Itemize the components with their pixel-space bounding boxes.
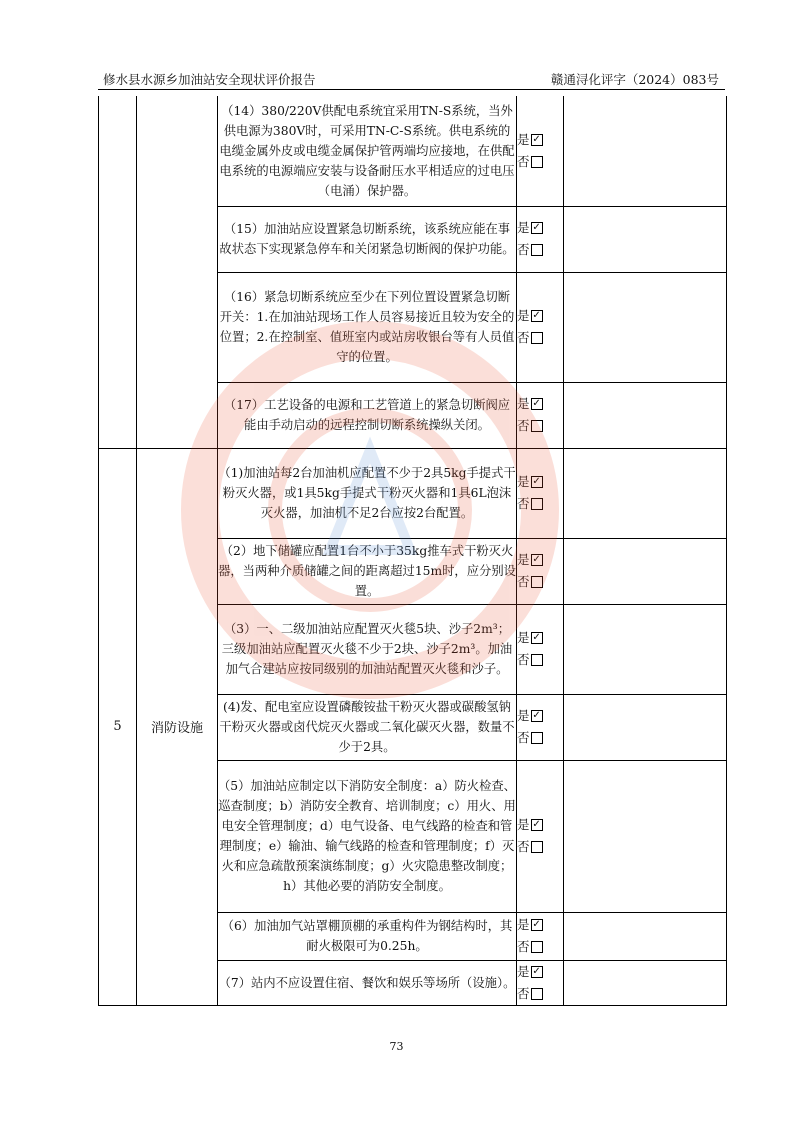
option-yes[interactable] (517, 914, 563, 936)
checkbox-checked-icon[interactable]: ✓ (532, 554, 541, 565)
table-row (99, 448, 727, 538)
option-yes-label: 是 (517, 474, 530, 489)
yes-no-options (517, 206, 564, 272)
option-yes[interactable] (517, 705, 563, 727)
yes-no-options (517, 382, 564, 448)
requirement-text: （2）地下储罐应配置1台不小于35kg推车式干粉灭火器，当两种介质储罐之间的距离超过15m时，应分别设置。 (218, 538, 517, 604)
yes-no-options (517, 272, 564, 382)
category-cell (137, 96, 218, 448)
option-no-label: 否 (517, 839, 530, 854)
checkbox-empty-icon[interactable] (531, 941, 543, 953)
remarks-cell (564, 694, 727, 760)
option-no[interactable] (517, 983, 563, 1005)
remarks-cell (564, 604, 727, 694)
option-no-label: 否 (517, 730, 530, 745)
item-number-cell: 5 (99, 448, 137, 1005)
option-no-label: 否 (517, 153, 530, 169)
checkbox-checked-icon[interactable]: ✓ (532, 710, 541, 721)
option-yes-label: 是 (517, 708, 530, 723)
checkbox-checked-icon[interactable]: ✓ (532, 965, 541, 977)
option-yes-label: 是 (517, 963, 530, 979)
option-yes-label: 是 (517, 917, 530, 932)
option-yes-label: 是 (517, 131, 530, 147)
category-cell: 消防设施 (137, 448, 218, 1005)
option-no-label: 否 (517, 242, 530, 257)
checkbox-empty-icon[interactable] (531, 498, 543, 510)
requirement-text: （17）工艺设备的电源和工艺管道上的紧急切断阀应能由手动启动的远程控制切断系统操纵关闭。 (218, 382, 517, 448)
option-yes[interactable] (517, 217, 563, 239)
option-yes-label: 是 (517, 396, 530, 411)
option-no[interactable] (517, 936, 563, 958)
option-no-label: 否 (517, 418, 530, 433)
option-yes-label: 是 (517, 630, 530, 645)
remarks-cell (564, 272, 727, 382)
yes-no-options (517, 912, 564, 960)
checkbox-checked-icon[interactable]: ✓ (532, 222, 541, 233)
option-no[interactable] (517, 239, 563, 261)
option-yes[interactable] (517, 961, 563, 983)
checkbox-checked-icon[interactable]: ✓ (532, 919, 541, 930)
remarks-cell (564, 960, 727, 1005)
option-yes[interactable] (517, 814, 563, 836)
option-yes-label: 是 (517, 552, 530, 567)
checkbox-checked-icon[interactable]: ✓ (532, 632, 541, 643)
option-no-label: 否 (517, 574, 530, 589)
remarks-cell (564, 96, 727, 206)
remarks-cell (564, 538, 727, 604)
option-yes[interactable] (517, 627, 563, 649)
page-number: 73 (389, 1040, 404, 1053)
checkbox-empty-icon[interactable] (531, 654, 543, 666)
yes-no-options (517, 96, 564, 206)
yes-no-options (517, 448, 564, 538)
option-yes[interactable] (517, 471, 563, 493)
yes-no-options (517, 604, 564, 694)
requirement-text: （14）380/220V供配电系统宜采用TN-S系统，当外供电源为380V时，可采用TN-C-S系统。供电系统的电缆金属外皮或电缆金属保护管两端均应接地，在供配电系统的电源端应安装与设备耐压水平相适应的过电压（电涌）保护器。 (218, 96, 517, 206)
checkbox-empty-icon[interactable] (531, 244, 543, 256)
option-no-label: 否 (517, 985, 530, 1001)
checkbox-checked-icon[interactable]: ✓ (532, 398, 541, 409)
table-row (99, 96, 727, 206)
requirement-text: （16）紧急切断系统应至少在下列位置设置紧急切断开关：1.在加油站现场工作人员容易接近且较为安全的位置；2.在控制室、值班室内或站房收银台等有人员值守的位置。 (218, 272, 517, 382)
yes-no-options (517, 694, 564, 760)
checkbox-empty-icon[interactable] (531, 332, 543, 344)
option-no[interactable] (517, 836, 563, 858)
header-rule (98, 89, 725, 90)
option-no[interactable] (517, 571, 563, 593)
option-yes-label: 是 (517, 308, 530, 323)
option-no[interactable] (517, 327, 563, 349)
checkbox-checked-icon[interactable]: ✓ (532, 133, 541, 145)
requirement-text: （5）加油站应制定以下消防安全制度：a）防火检查、巡查制度；b）消防安全教育、培训制度；c）用火、用电安全管理制度；d）电气设备、电气线路的检查和管理制度；e）输油、输气线路的检查和管理制度；f）灭火和应急疏散预案演练制度；g）火灾隐患整改制度；h）其他必要的消防安全制度。 (218, 760, 517, 912)
option-no[interactable] (517, 727, 563, 749)
remarks-cell (564, 382, 727, 448)
requirement-text: （7）站内不应设置住宿、餐饮和娱乐等场所（设施）。 (218, 960, 517, 1005)
yes-no-options (517, 760, 564, 912)
checkbox-empty-icon[interactable] (531, 732, 543, 744)
option-yes-label: 是 (517, 817, 530, 832)
checkbox-empty-icon[interactable] (531, 988, 543, 1000)
remarks-cell (564, 760, 727, 912)
option-no[interactable] (517, 493, 563, 515)
remarks-cell (564, 448, 727, 538)
option-no-label: 否 (517, 652, 530, 667)
checkbox-empty-icon[interactable] (531, 576, 543, 588)
checkbox-checked-icon[interactable]: ✓ (532, 310, 541, 321)
requirement-text: （3）一、二级加油站应配置灭火毯5块、沙子2m³；三级加油站应配置灭火毯不少于2块、沙子2m³。加油加气合建站应按同级别的加油站配置灭火毯和沙子。 (218, 604, 517, 694)
option-yes-label: 是 (517, 220, 530, 235)
option-no-label: 否 (517, 330, 530, 345)
requirement-text: （6）加油加气站罩棚顶棚的承重构件为钢结构时，其耐火极限可为0.25h。 (218, 912, 517, 960)
yes-no-options (517, 538, 564, 604)
option-yes[interactable] (517, 305, 563, 327)
inspection-table (98, 96, 727, 1006)
checkbox-empty-icon[interactable] (531, 841, 543, 853)
option-no[interactable] (517, 415, 563, 437)
option-no[interactable] (517, 649, 563, 671)
requirement-text: （1)加油站每2台加油机应配置不少于2具5kg手提式干粉灭火器，或1具5kg手提式干粉灭火器和1具6L泡沫灭火器，加油机不足2台应按2台配置。 (218, 448, 517, 538)
option-yes[interactable] (517, 129, 563, 151)
requirement-text: （15）加油站应设置紧急切断系统，该系统应能在事故状态下实现紧急停车和关闭紧急切断阀的保护功能。 (218, 206, 517, 272)
checkbox-checked-icon[interactable]: ✓ (532, 819, 541, 830)
yes-no-options (517, 960, 564, 1005)
report-title: 修水县水源乡加油站安全现状评价报告 (103, 72, 316, 87)
option-no-label: 否 (517, 939, 530, 954)
option-yes[interactable] (517, 549, 563, 571)
requirement-text: (4)发、配电室应设置磷酸铵盐干粉灭火器或碳酸氢钠干粉灭火器或卤代烷灭火器或二氧化碳灭火器，数量不少于2具。 (218, 694, 517, 760)
item-number-cell (99, 96, 137, 448)
remarks-cell (564, 912, 727, 960)
option-no[interactable] (517, 151, 563, 173)
option-no-label: 否 (517, 496, 530, 511)
report-reference: 赣通浔化评字（2024）083号 (550, 72, 719, 87)
checkbox-checked-icon[interactable]: ✓ (532, 476, 541, 487)
checkbox-empty-icon[interactable] (531, 420, 543, 432)
option-yes[interactable] (517, 393, 563, 415)
checkbox-empty-icon[interactable] (531, 156, 543, 168)
remarks-cell (564, 206, 727, 272)
